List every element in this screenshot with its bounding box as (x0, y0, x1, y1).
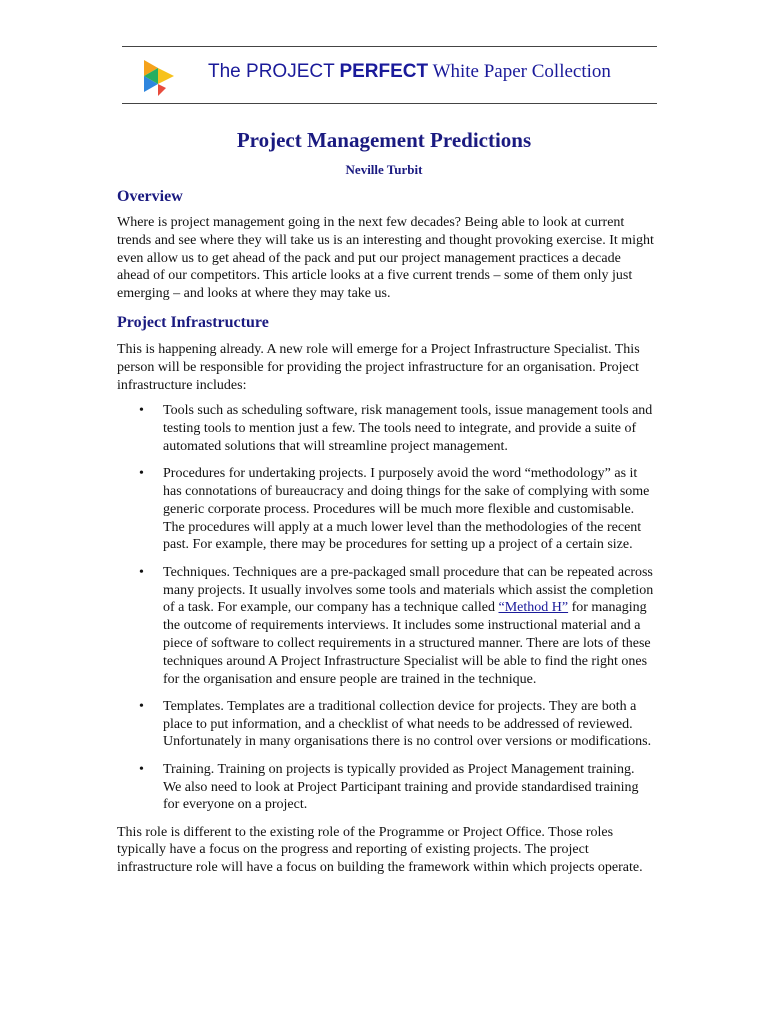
list-item (117, 465, 655, 554)
overview-paragraph: Where is project management going in the next few decades? Being able to look at current trends and see where they will take us is an interesting and thought provoking exercise. It might even allow us to get ahead of the pack and put our project management practices a decade ahead of our competitors. This article looks at a five current trends – some of them only just emerging – and looks at where they may take us. (117, 215, 654, 302)
list-item (117, 761, 655, 814)
project-perfect-logo-icon (136, 54, 176, 98)
bullet-icon: • (139, 564, 144, 580)
list-item (117, 564, 655, 689)
header-prefix: The PROJECT (208, 61, 335, 82)
bullet-icon: • (139, 466, 144, 482)
list-item-text: Procedures for undertaking projects. I purposely avoid the word “methodology” as it has connotations of bureaucracy and doing things for the sake of complying with some generic corporate process. Procedures will be much more flexible and customisable. The procedures will apply at a much lower level than the methodologies of the recent past. For example, there may be procedures for setting up a project of a certain size. (163, 466, 650, 553)
header-suffix: White Paper Collection (432, 61, 611, 82)
infrastructure-heading: Project Infrastructure (117, 313, 269, 331)
list-item-text: Templates. Templates are a traditional collection device for projects. They are both a place to put information, and a checklist of what needs to be addressed of reviewed. Unfortunately in many organisations there is no control over versions or modifications. (163, 698, 652, 750)
infrastructure-intro-paragraph: This is happening already. A new role will emerge for a Project Infrastructure Specialist. This person will be responsible for providing the project infrastructure for an organisation. Project infrastructure includes: (117, 341, 640, 393)
overview-heading: Overview (117, 188, 183, 205)
bullet-icon: • (139, 698, 144, 714)
header-top-rule (122, 46, 657, 47)
list-item-text: Tools such as scheduling software, risk management tools, issue management tools and testing tools to mention just a few. The tools need to integrate, and provide a suite of automated solutions that will streamline project management. (163, 403, 653, 454)
bullet-icon: • (139, 403, 144, 419)
method-h-link[interactable]: “Method H” (498, 600, 569, 616)
list-item-text: Training. Training on projects is typically provided as Project Management training. We also need to look at Project Participant training and provide standardised training for everyone on a project. (163, 761, 639, 813)
collection-header (208, 59, 611, 85)
list-item-text-before-link: Techniques. Techniques are a pre-packaged small procedure that can be repeated across many projects. It usually involves some tools and materials which assist the completion of a task. For example, our company has a technique called (163, 564, 654, 616)
infrastructure-list (117, 402, 655, 814)
list-item (117, 698, 655, 751)
document-title: Project Management Predictions (236, 128, 532, 152)
document-body (117, 185, 655, 877)
header-brand-bold: PERFECT (339, 61, 429, 82)
list-item-text-after-link: for managing the outcome of requirements interviews. It includes some instructional material and a piece of software to collect requirements in a structured manner. There are lots of these techniques around A Project Infrastructure Specialist will be able to find the right ones for the organisation and ensure people are trained in the technique. (163, 600, 651, 687)
closing-paragraph: This role is different to the existing role of the Programme or Project Office. Those roles typically have a focus on the progress and reporting of existing projects. The project infrastructure role will have a focus on building the framework within which projects operate. (117, 824, 643, 876)
list-item (117, 402, 655, 455)
bullet-icon: • (139, 761, 144, 777)
header-bottom-rule (122, 103, 657, 104)
document-author: Neville Turbit (345, 162, 423, 177)
